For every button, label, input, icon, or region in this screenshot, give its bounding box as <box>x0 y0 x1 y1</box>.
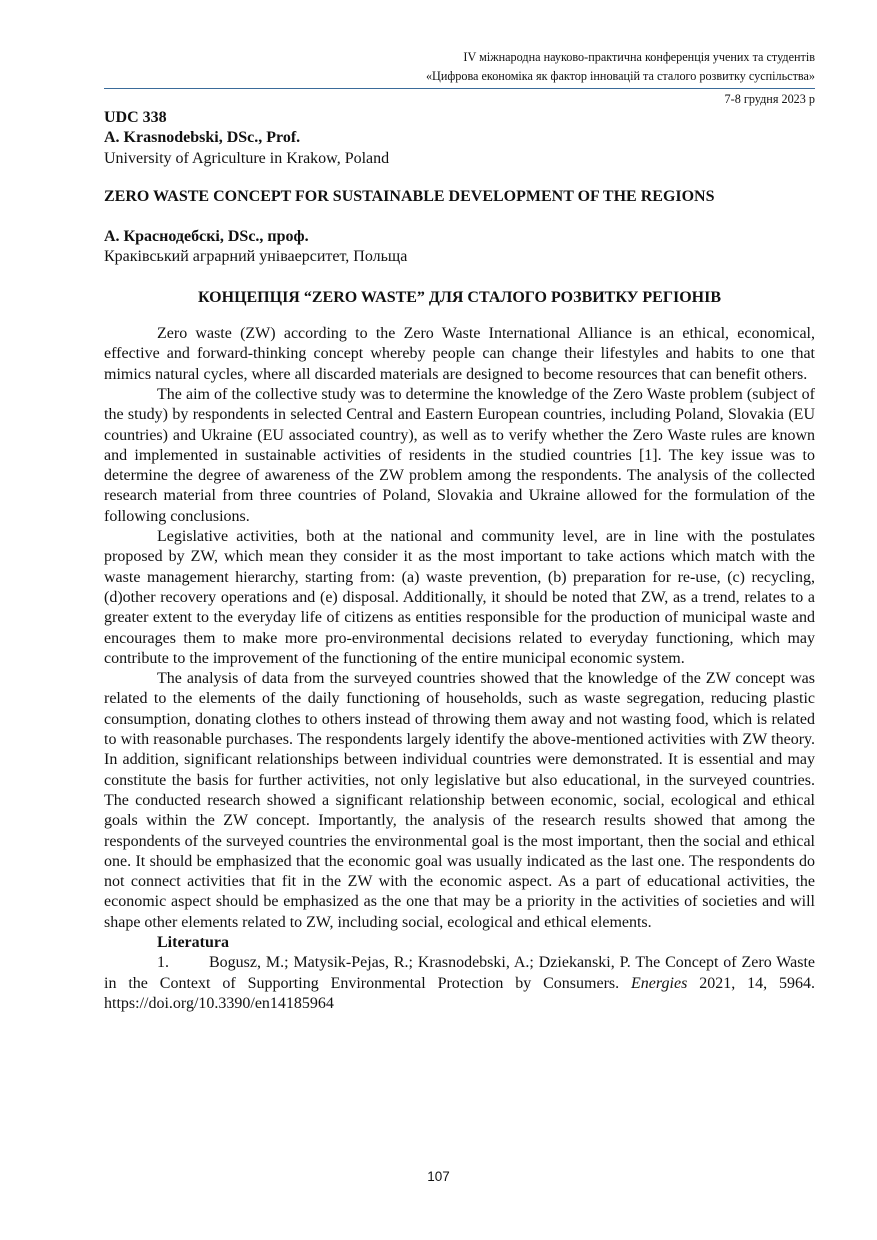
paragraph-3: Legislative activities, both at the national and community level, are in line with the postulates proposed by ZW, which mean they consider it as the most important to take actions which match with the waste management hierarchy, starting from: (a) waste prevention, (b) preparation for re-use, (c) recycling, (d)other recovery operations and (e) disposal. Additionally, it should be noted that ZW, as a trend, relates to a greater extent to the everyday life of citizens as entities responsible for the production of municipal waste and encourages them to make more pro-environmental decisions related to everyday functioning, which may contribute to the improvement of the functioning of the entire municipal economic system. <box>104 528 815 667</box>
reference-item <box>104 953 815 1014</box>
udc-code: UDC 338 <box>104 109 167 126</box>
header-date: 7-8 грудня 2023 р <box>724 92 815 106</box>
paragraph-1: Zero waste (ZW) according to the Zero Waste International Alliance is an ethical, economical, effective and forward-thinking concept whereby people can change their lifestyles and habits to one that mimics natural cycles, where all discarded materials are designed to become resources that can benefit others. <box>104 325 815 383</box>
page-number: 107 <box>427 1169 450 1184</box>
reference-details: 2021, 14, 5964. https://doi.org/10.3390/en14185964 <box>104 974 816 1012</box>
header-rule <box>104 88 815 89</box>
reference-number: 1. <box>157 954 169 972</box>
reference-text: Bogusz, M.; Matysik-Pejas, R.; Krasnodebski, A.; Dziekanski, P. The Concept of Zero Waste in the Context of Supporting Environmental Protection by Consumers. <box>104 954 815 992</box>
title-en: ZERO WASTE CONCEPT FOR SUSTAINABLE DEVELOPMENT OF THE REGIONS <box>104 187 715 205</box>
header-conference-title: «Цифрова економіка як фактор інновацій та сталого розвитку суспільства» <box>425 69 815 83</box>
author-ua: А. Краснодебскі, DSc., проф. <box>104 228 309 246</box>
reference-journal: Energies <box>631 974 688 992</box>
literature-heading: Literatura <box>157 933 229 951</box>
affiliation-en: University of Agriculture in Krakow, Poland <box>104 149 390 167</box>
paragraph-4: The analysis of data from the surveyed countries showed that the knowledge of the ZW concept was related to the elements of the daily functioning of households, such as waste segregation, reducing plastic consumption, donating clothes to others instead of throwing them away and not wasting food, which is related to with reasonable purchases. The respondents largely identify the above-mentioned activities with ZW theory. In addition, significant relationships between individual countries were demonstrated. It is essential and may constitute the basis for further activities, not only legislative but also educational, in the surveyed countries. The conducted research showed a significant relationship between economic, social, ecological and ethical goals within the ZW concept. Importantly, the analysis of the research results showed that among the respondents of the surveyed countries the environmental goal is the most important, then the social and ethical one. It should be emphasized that the economic goal was usually indicated as the last one. The respondents do not connect activities that fit in the ZW with the economic aspect. As a part of educational activities, the economic aspect should be emphasized as the one that may be a priority in the activities of societies and will shape other elements related to ZW, including social, ecological and ethical elements. <box>104 670 815 931</box>
running-header <box>104 48 815 86</box>
affiliation-ua: Краківський аграрний уніваерситет, Польща <box>104 248 408 266</box>
paragraph-2: The aim of the collective study was to determine the knowledge of the Zero Waste problem (subject of the study) by respondents in selected Central and Eastern European countries, including Poland, Slovakia (EU countries) and Ukraine (EU associated country), as well as to verify whether the Zero Waste rules are known and implemented in sustainable activities of residents in the studied countries [1]. The key issue was to determine the degree of awareness of the ZW problem among the respondents. The analysis of the collected research material from three countries of Poland, Slovakia and Ukraine allowed for the formulation of the following conclusions. <box>104 385 815 525</box>
header-conference-line: IV міжнародна науково-практична конференція учених та студентів <box>463 50 815 64</box>
article-body <box>104 108 815 1014</box>
title-ua: КОНЦЕПЦІЯ “ZERO WASTE” ДЛЯ СТАЛОГО РОЗВИТКУ РЕГІОНІВ <box>197 288 722 306</box>
author-en: A. Krasnodebski, DSc., Prof. <box>104 129 301 147</box>
